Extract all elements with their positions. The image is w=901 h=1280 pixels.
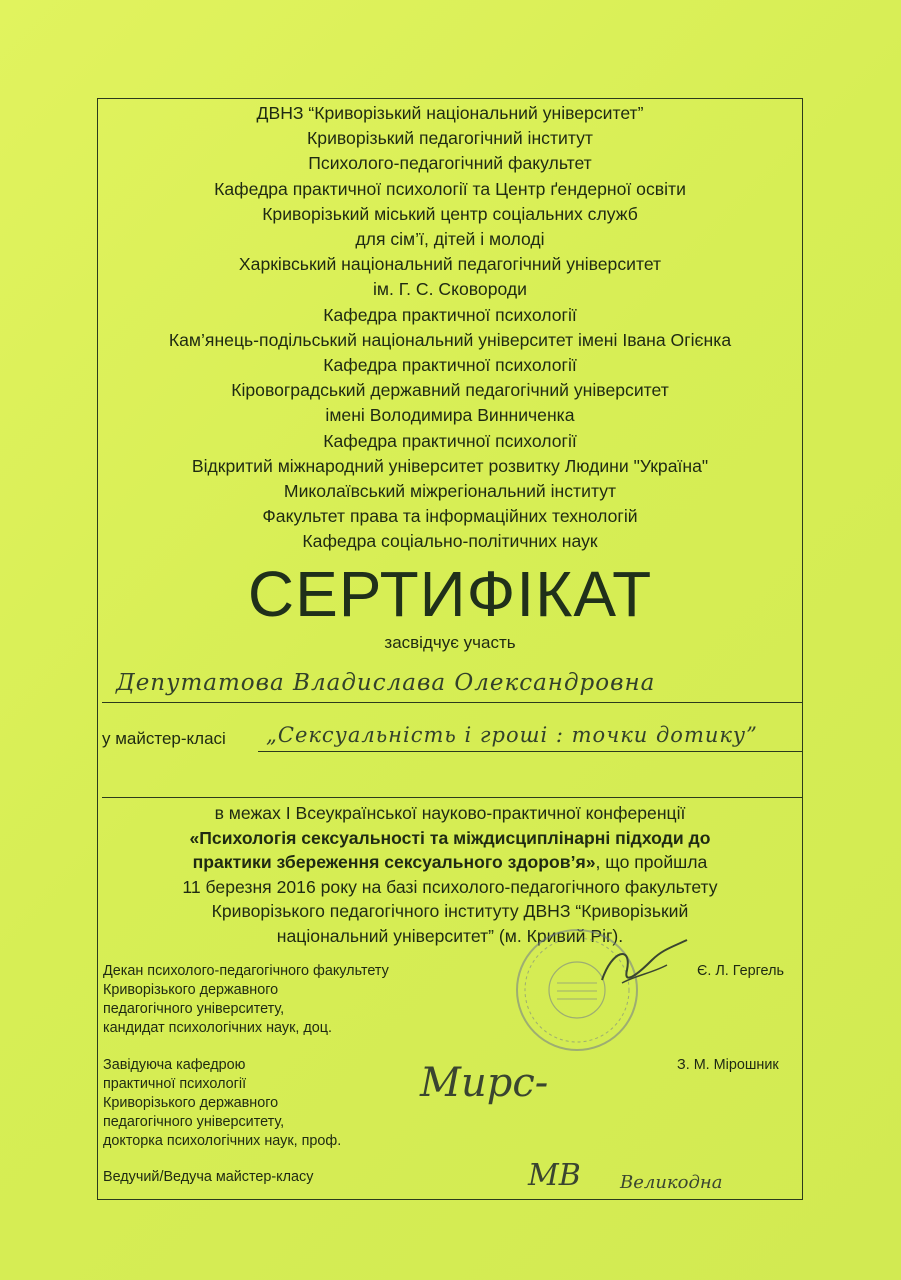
- head-title-block: [103, 1056, 341, 1151]
- head-name: З. М. Мірошник: [677, 1057, 779, 1073]
- conference-line-2: [97, 826, 803, 851]
- dean-signature: [592, 935, 692, 995]
- issuer-line: Кіровоградський державний педагогічний університет: [231, 380, 669, 401]
- participant-name: Депутатова Владислава Олександровна: [116, 670, 656, 696]
- certificate-title: СЕРТИФІКАТ: [247, 558, 653, 630]
- issuer-line: Факультет права та інформаційних технологій: [262, 506, 638, 527]
- participant-name-line: [102, 664, 802, 703]
- host-signature-name: Великодна: [620, 1172, 723, 1193]
- master-class-label: у майстер-класі: [102, 729, 226, 748]
- conference-title-part-1: «Психологія сексуальності та міждисциплінарні підходи до: [189, 827, 711, 848]
- dean-title-line: кандидат психологічних наук, доц.: [103, 1020, 333, 1036]
- master-class-row: [102, 723, 802, 753]
- host-title: Ведучий/Ведуча майстер-класу: [103, 1169, 314, 1185]
- issuer-line: Відкритий міжнародний університет розвитку Людини "Україна": [191, 455, 709, 476]
- conference-line-6: національний університет” (м. Кривий Ріг).: [276, 925, 624, 946]
- dean-title-line: Криворізького державного: [103, 982, 279, 998]
- dean-name: Є. Л. Гергель: [697, 963, 784, 979]
- master-class-title: „Сексуальність і гроші : точки дотику”: [266, 723, 758, 747]
- blank-underline: [102, 797, 802, 798]
- issuers-header: [97, 101, 803, 555]
- issuer-line: Кафедра практичної психології та Центр ґендерної освіти: [214, 178, 686, 199]
- attests-participation-text: засвідчує участь: [384, 633, 516, 652]
- dean-title-line: Декан психолого-педагогічного факультету: [103, 963, 389, 979]
- head-title-line: Завідуюча кафедрою: [103, 1057, 246, 1073]
- conference-description: [97, 801, 803, 948]
- issuer-line: Кафедра практичної психології: [323, 355, 577, 376]
- conference-line-5: Криворізького педагогічного інституту ДВНЗ “Криворізький: [211, 901, 689, 921]
- issuer-line: ДВНЗ “Криворізький національний університет”: [256, 103, 644, 123]
- dean-title-block: [103, 962, 389, 1038]
- issuer-line: ім. Г. С. Сковороди: [372, 279, 527, 300]
- host-title-block: [103, 1168, 313, 1187]
- issuer-line: Харківський національний педагогічний університет: [238, 254, 662, 275]
- issuer-line: Кафедра практичної психології: [323, 430, 577, 451]
- issuer-line: імені Володимира Винниченка: [325, 405, 575, 426]
- issuer-line: Миколаївський міжрегіональний інститут: [283, 481, 617, 502]
- head-title-line: докторка психологічних наук, проф.: [103, 1133, 342, 1149]
- conference-title-part-2: практики збереження сексуального здоров’я»: [192, 852, 596, 872]
- host-signature-initials: МВ: [528, 1158, 581, 1193]
- head-title-line: Криворізького державного: [103, 1095, 279, 1111]
- issuer-line: Криворізький педагогічний інститут: [307, 128, 593, 149]
- head-title-line: педагогічного університету,: [103, 1114, 285, 1130]
- head-title-line: практичної психології: [103, 1076, 247, 1092]
- conference-line-4: 11 березня 2016 року на базі психолого-педагогічного факультету: [182, 876, 718, 897]
- conference-held-text: , що пройшла: [595, 852, 708, 872]
- issuer-line: Кафедра практичної психології: [323, 304, 577, 325]
- conference-line-3: [97, 850, 803, 875]
- issuer-line: Кам’янець-подільський національний університет імені Івана Огієнка: [168, 329, 732, 350]
- dean-title-line: педагогічного університету,: [103, 1001, 285, 1017]
- issuer-line: Психолого-педагогічний факультет: [308, 153, 592, 174]
- master-class-line: [258, 723, 803, 752]
- issuer-line: Криворізький міський центр соціальних служб: [262, 203, 638, 224]
- head-signature: Мирс-: [420, 1060, 549, 1106]
- issuer-line: Кафедра соціально-політичних наук: [302, 531, 598, 552]
- issuer-line: для сім’ї, дітей і молоді: [355, 229, 545, 250]
- conference-line-1: в межах І Всеукраїнської науково-практичної конференції: [214, 803, 686, 823]
